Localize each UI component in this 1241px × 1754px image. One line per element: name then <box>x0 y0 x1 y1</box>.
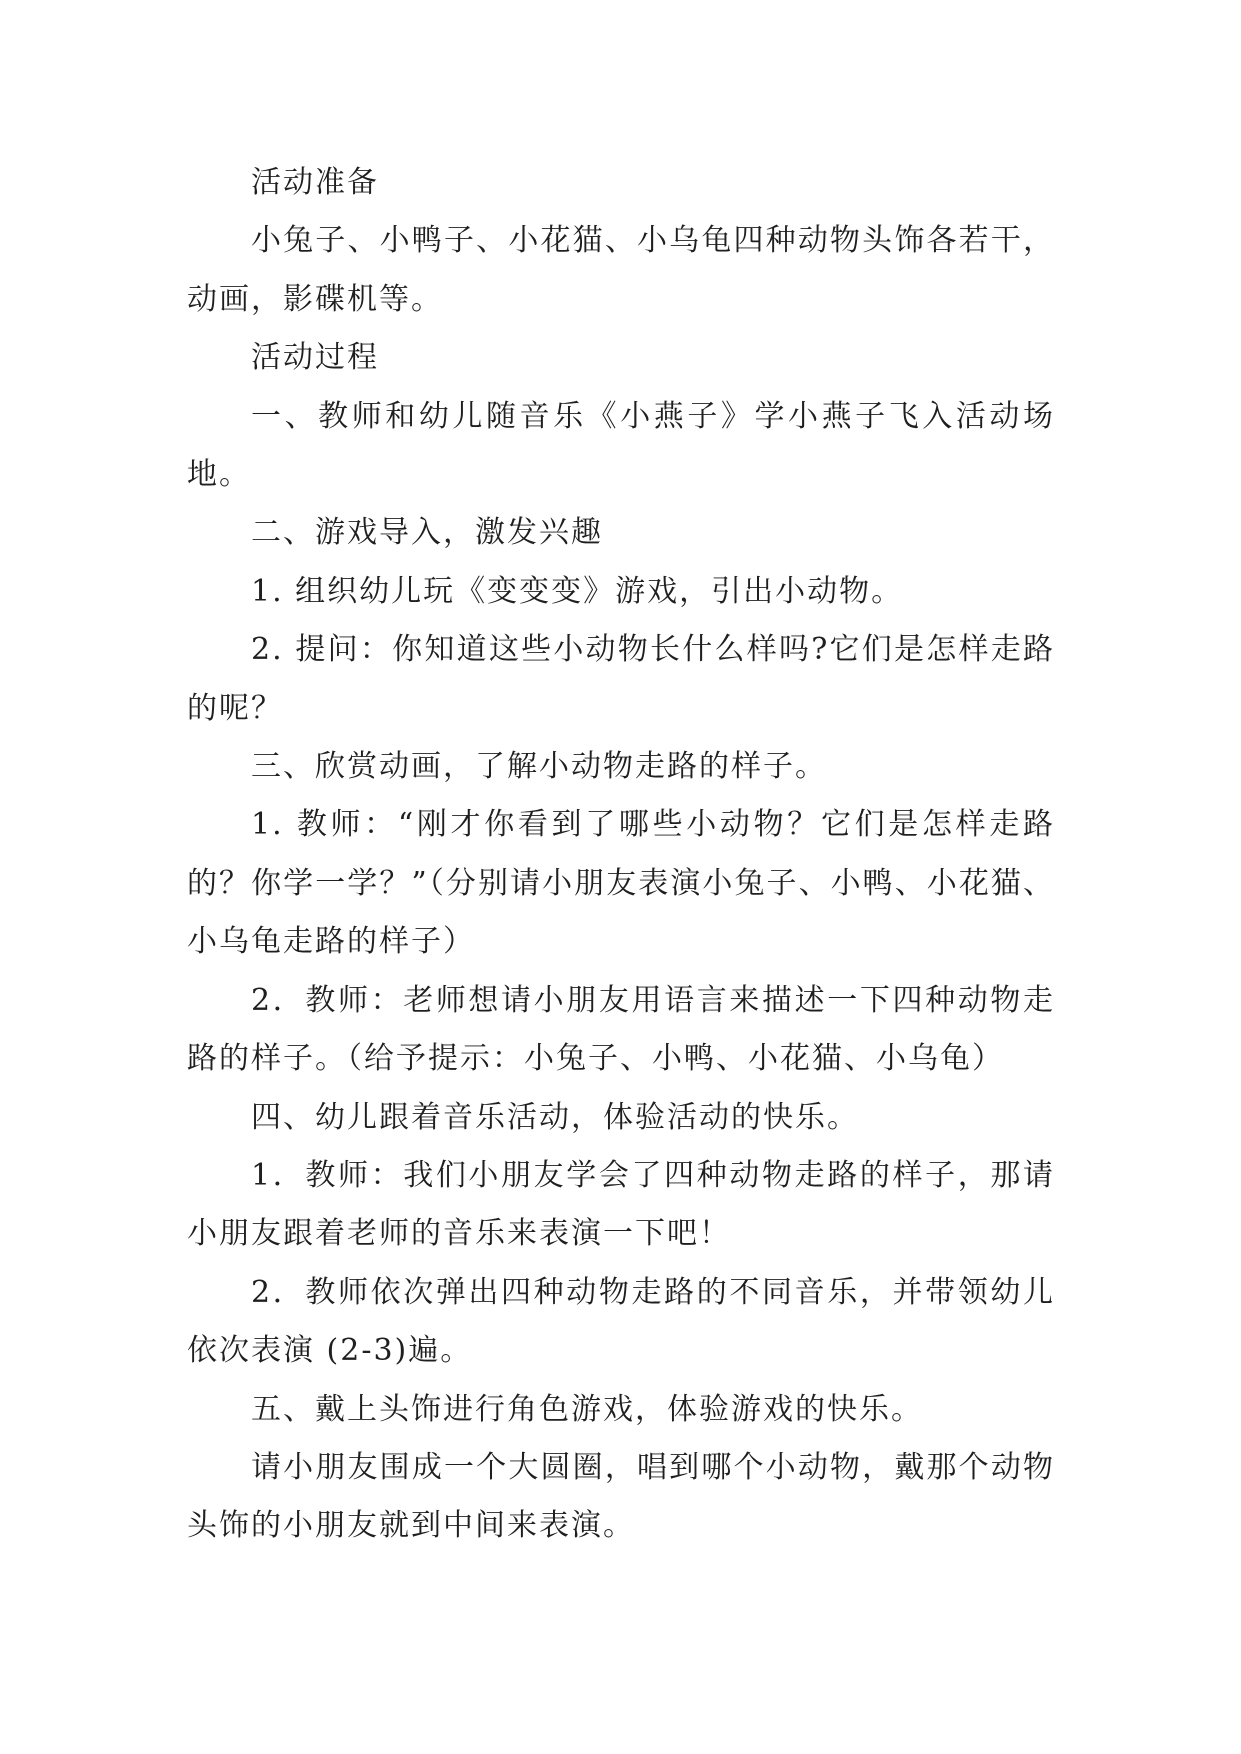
paragraph-step-5: 五、戴上头饰进行角色游戏，体验游戏的快乐。 <box>251 1391 923 1427</box>
paragraph-step-3-item-1: 1. 教师：“刚才你看到了哪些小动物？它们是怎样走路的？你学一学？”（分别请小朋友表演小兔子、小鸭、小花猫、小乌龟走路的样子） <box>187 807 1055 960</box>
paragraph-materials: 小兔子、小鸭子、小花猫、小乌龟四种动物头饰各若干，动画，影碟机等。 <box>187 223 1055 317</box>
paragraph-step-4-item-1: 1．教师：我们小朋友学会了四种动物走路的样子，那请小朋友跟着老师的音乐来表演一下吧！ <box>187 1157 1055 1252</box>
paragraph-step-1: 一、教师和幼儿随音乐《小燕子》学小燕子飞入活动场地。 <box>187 398 1055 493</box>
paragraph-step-3-item-2: 2．教师：老师想请小朋友用语言来描述一下四种动物走路的样子。（给予提示：小兔子、小鸭、小花猫、小乌龟） <box>187 982 1055 1077</box>
paragraph-step-2-item-2: 2. 提问：你知道这些小动物长什么样吗?它们是怎样走路的呢？ <box>187 632 1055 726</box>
heading-activity-process: 活动过程 <box>251 340 379 376</box>
heading-activity-preparation: 活动准备 <box>251 165 379 200</box>
document-body <box>187 154 1055 1556</box>
paragraph-step-2-item-1: 1. 组织幼儿玩《变变变》游戏，引出小动物。 <box>251 573 904 609</box>
paragraph-step-5-detail: 请小朋友围成一个大圆圈，唱到哪个小动物，戴那个动物头饰的小朋友就到中间来表演。 <box>187 1449 1055 1544</box>
paragraph-step-4-item-2: 2．教师依次弹出四种动物走路的不同音乐，并带领幼儿依次表演 (2-3)遍。 <box>187 1274 1055 1369</box>
paragraph-step-3: 三、欣赏动画，了解小动物走路的样子。 <box>251 749 827 785</box>
paragraph-step-2: 二、游戏导入，激发兴趣 <box>251 515 603 551</box>
paragraph-step-4: 四、幼儿跟着音乐活动，体验活动的快乐。 <box>251 1099 859 1135</box>
